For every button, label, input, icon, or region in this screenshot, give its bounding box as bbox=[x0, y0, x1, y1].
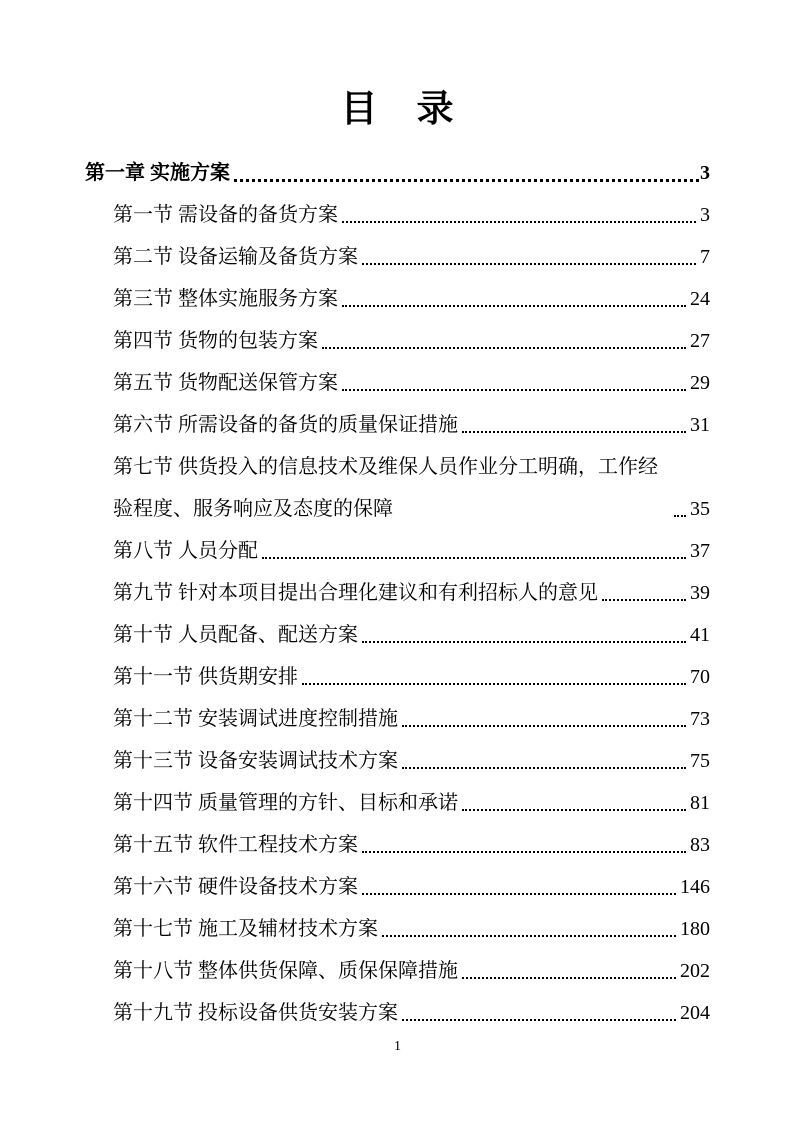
toc-entry bbox=[85, 530, 710, 572]
page-footer bbox=[85, 1038, 710, 1056]
toc-entry-label: 第五节 货物配送保管方案 bbox=[113, 372, 338, 394]
toc-entry-label: 第十一节 供货期安排 bbox=[113, 666, 298, 688]
toc-leader-dots bbox=[362, 641, 686, 643]
toc-entry-label: 第六节 所需设备的备货的质量保证措施 bbox=[113, 414, 458, 436]
toc-entry-page-number: 35 bbox=[690, 498, 710, 520]
toc-entry bbox=[85, 572, 710, 614]
toc-entry-label: 第七节 供货投入的信息技术及维保人员作业分工明确，工作经验程度、服务响应及态度的保障 bbox=[113, 456, 658, 520]
toc-leader-dots bbox=[402, 767, 686, 769]
toc-entry-page-number: 37 bbox=[690, 540, 710, 562]
toc-entry bbox=[85, 278, 710, 320]
toc-entry-page-number: 75 bbox=[690, 750, 710, 772]
toc-entry bbox=[85, 992, 710, 1034]
toc-entry bbox=[85, 950, 710, 992]
toc-leader-dots bbox=[322, 347, 686, 349]
toc-entry-label: 第八节 人员分配 bbox=[113, 540, 258, 562]
toc-leader-dots bbox=[342, 389, 686, 391]
toc-entry bbox=[85, 740, 710, 782]
toc-entry-label: 第十九节 投标设备供货安装方案 bbox=[113, 1002, 398, 1024]
toc-entry-page-number: 146 bbox=[680, 876, 710, 898]
footer-page-number: 1 bbox=[394, 1039, 401, 1054]
toc-entry-label: 第十七节 施工及辅材技术方案 bbox=[113, 918, 378, 940]
toc-leader-dots bbox=[362, 263, 696, 265]
toc-entry bbox=[85, 908, 710, 950]
toc-entry-page-number: 204 bbox=[680, 1002, 710, 1024]
toc-entry-label: 第十六节 硬件设备技术方案 bbox=[113, 876, 358, 898]
toc-leader-dots bbox=[262, 557, 686, 559]
toc-leader-dots bbox=[462, 809, 686, 811]
toc-entry bbox=[85, 698, 710, 740]
toc-entry-page-number: 29 bbox=[690, 372, 710, 394]
toc-entry-page-number: 31 bbox=[690, 414, 710, 436]
toc-entry bbox=[85, 656, 710, 698]
toc-entry-label: 第一章 实施方案 bbox=[85, 162, 230, 184]
toc-entry bbox=[85, 446, 710, 530]
toc-entry-page-number: 180 bbox=[680, 918, 710, 940]
toc-entry-page-number: 27 bbox=[690, 330, 710, 352]
toc-entry bbox=[85, 152, 710, 194]
toc-entry-label: 第十四节 质量管理的方针、目标和承诺 bbox=[113, 792, 458, 814]
toc-entry-label: 第十五节 软件工程技术方案 bbox=[113, 834, 358, 856]
toc-entry-page-number: 7 bbox=[700, 246, 710, 268]
toc-entry bbox=[85, 320, 710, 362]
toc-title: 目 录 bbox=[340, 89, 455, 130]
toc-entry bbox=[85, 236, 710, 278]
toc-leader-dots bbox=[362, 893, 676, 895]
toc-entry-label: 第一节 需设备的备货方案 bbox=[113, 204, 338, 226]
toc-leader-dots bbox=[382, 935, 676, 937]
toc-entry-page-number: 39 bbox=[690, 582, 710, 604]
toc-entry bbox=[85, 194, 710, 236]
toc-entry bbox=[85, 866, 710, 908]
toc-entry-label: 第九节 针对本项目提出合理化建议和有利招标人的意见 bbox=[113, 582, 598, 604]
toc-entry-page-number: 73 bbox=[690, 708, 710, 730]
toc-leader-dots bbox=[362, 851, 686, 853]
toc-entry-page-number: 81 bbox=[690, 792, 710, 814]
toc-leader-dots bbox=[402, 725, 686, 727]
toc-list bbox=[85, 152, 710, 1034]
toc-entry bbox=[85, 404, 710, 446]
toc-entry-label: 第十二节 安装调试进度控制措施 bbox=[113, 708, 398, 730]
toc-entry-page-number: 41 bbox=[690, 624, 710, 646]
toc-leader-dots bbox=[674, 515, 686, 517]
toc-entry-page-number: 202 bbox=[680, 960, 710, 982]
toc-entry-label: 第二节 设备运输及备货方案 bbox=[113, 246, 358, 268]
toc-entry bbox=[85, 362, 710, 404]
toc-entry bbox=[85, 782, 710, 824]
toc-leader-dots bbox=[602, 599, 686, 601]
toc-leader-dots bbox=[402, 1019, 676, 1021]
toc-entry bbox=[85, 614, 710, 656]
toc-entry-page-number: 24 bbox=[690, 288, 710, 310]
toc-entry-page-number: 3 bbox=[700, 204, 710, 226]
toc-entry-label: 第三节 整体实施服务方案 bbox=[113, 288, 338, 310]
toc-leader-dots bbox=[342, 305, 686, 307]
toc-leader-dots bbox=[462, 977, 676, 979]
toc-entry-label: 第十三节 设备安装调试技术方案 bbox=[113, 750, 398, 772]
toc-entry-label: 第十节 人员配备、配送方案 bbox=[113, 624, 358, 646]
toc-leader-dots bbox=[234, 179, 699, 182]
toc-entry-label: 第十八节 整体供货保障、质保保障措施 bbox=[113, 960, 458, 982]
toc-entry-label: 第四节 货物的包装方案 bbox=[113, 330, 318, 352]
toc-leader-dots bbox=[342, 221, 696, 223]
toc-entry bbox=[85, 824, 710, 866]
toc-leader-dots bbox=[302, 683, 686, 685]
toc-entry-page-number: 83 bbox=[690, 834, 710, 856]
toc-leader-dots bbox=[462, 431, 686, 433]
toc-entry-page-number: 3 bbox=[700, 162, 710, 184]
toc-entry-page-number: 70 bbox=[690, 666, 710, 688]
